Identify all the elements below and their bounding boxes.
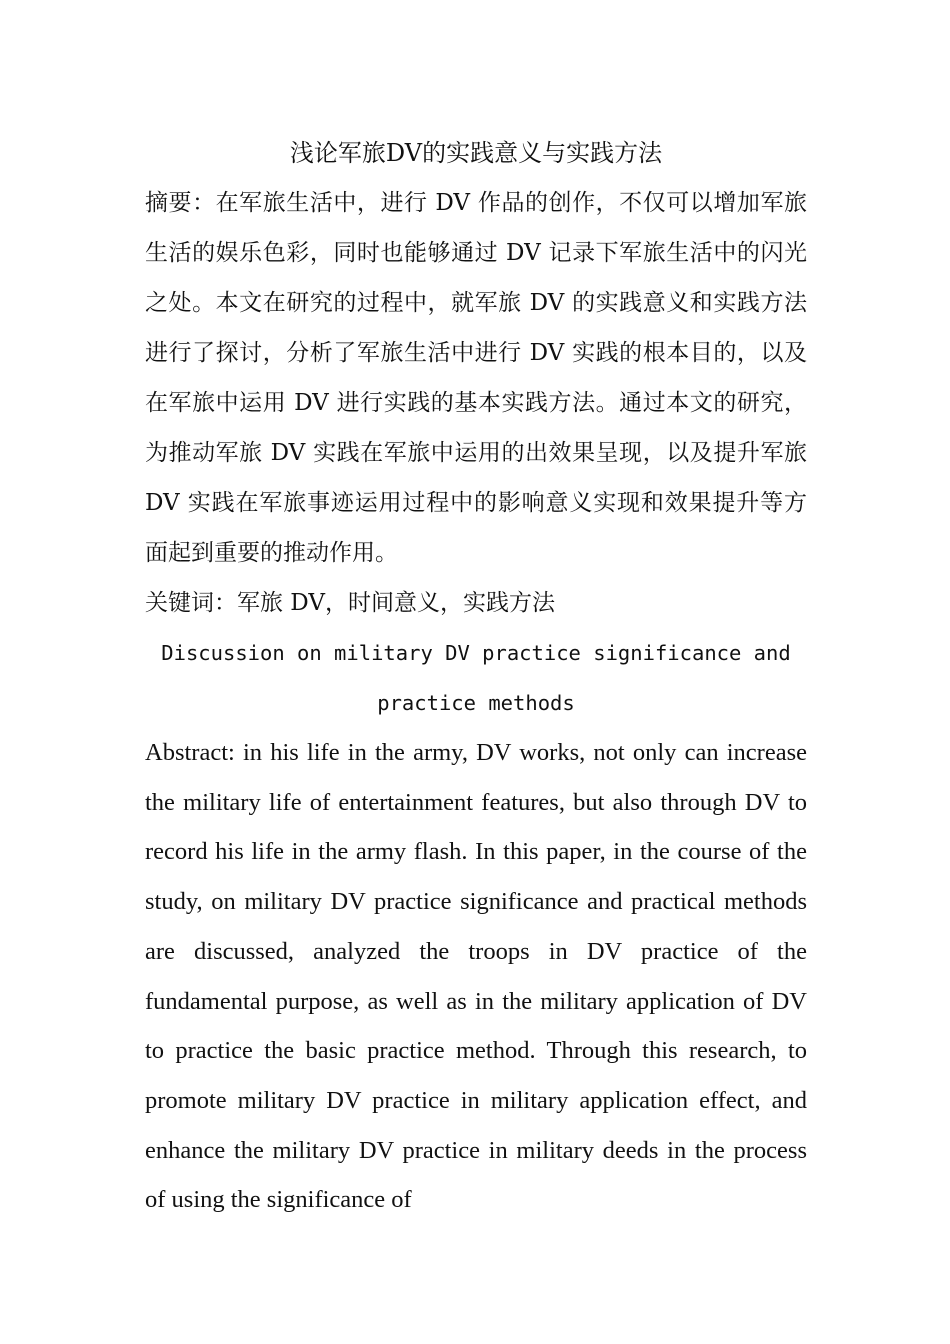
chinese-keywords: 关键词：军旅 DV，时间意义，实践方法 [145,590,555,616]
english-abstract: Abstract: in his life in the army, DV works, not only can increase the military life of entertainment features, but also through DV to record his life in the army flash. In this paper, in the course of the study, on military DV practice significance and practical methods are discussed, analyzed the troops in DV practice of the fundamental purpose, as well as in the military application of DV to practice the basic practice method. Through this research, to promote military DV practice in military application effect, and enhance the military DV practice in military deeds in the process of using the significance of [145,739,807,1214]
chinese-abstract: 摘要：在军旅生活中，进行 DV 作品的创作，不仅可以增加军旅生活的娱乐色彩，同时也能够通过 DV 记录下军旅生活中的闪光之处。本文在研究的过程中，就军旅 DV 的实践意义和实践方法进行了探讨，分析了军旅生活中进行 DV 实践的根本目的，以及在军旅中运用 DV 进行实践的基本实践方法。通过本文的研究，为推动军旅 DV 实践在军旅中运用的出效果呈现，以及提升军旅 DV 实践在军旅事迹运用过程中的影响意义实现和效果提升等方面起到重要的推动作用。 [145,190,807,566]
chinese-title: 浅论军旅DV的实践意义与实践方法 [289,139,663,167]
english-title: Discussion on military DV practice significance and practice methods [161,641,791,715]
document-page [145,128,807,1225]
